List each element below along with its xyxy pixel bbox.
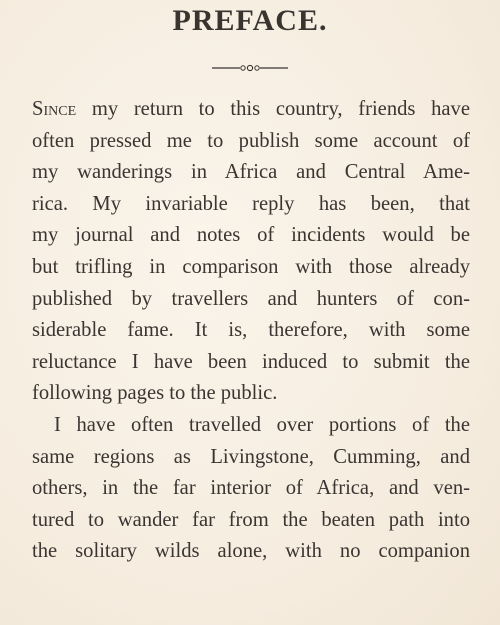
text-line: the solitary wilds alone, with no companion	[32, 540, 470, 563]
text-line: following pages to the public.	[32, 382, 278, 405]
text-line: rica. My invariable reply has been, that	[32, 192, 470, 215]
text-line: reluctance I have been induced to submit the	[32, 350, 470, 373]
text-line: same regions as Livingstone, Cumming, and	[32, 445, 470, 468]
ornament-divider	[212, 62, 288, 74]
text-line: my journal and notes of incidents would be	[32, 224, 470, 247]
text-line: I have often travelled over portions of the	[54, 413, 470, 436]
preface-body	[32, 94, 470, 568]
drop-word: Since	[32, 98, 77, 120]
text-line: Since my return to this country, friends have	[32, 98, 470, 120]
text-line: others, in the far interior of Africa, and ven-	[32, 477, 470, 500]
text-line: my wanderings in Africa and Central Ame-	[32, 161, 470, 184]
text-line: but trifling in comparison with those already	[32, 255, 470, 278]
text-line: tured to wander far from the beaten path into	[32, 508, 470, 531]
text-line: often pressed me to publish some account of	[32, 129, 470, 152]
text-line: siderable fame. It is, therefore, with some	[32, 319, 470, 342]
text-line: published by travellers and hunters of con-	[32, 287, 470, 310]
page-title: PREFACE.	[172, 4, 328, 37]
